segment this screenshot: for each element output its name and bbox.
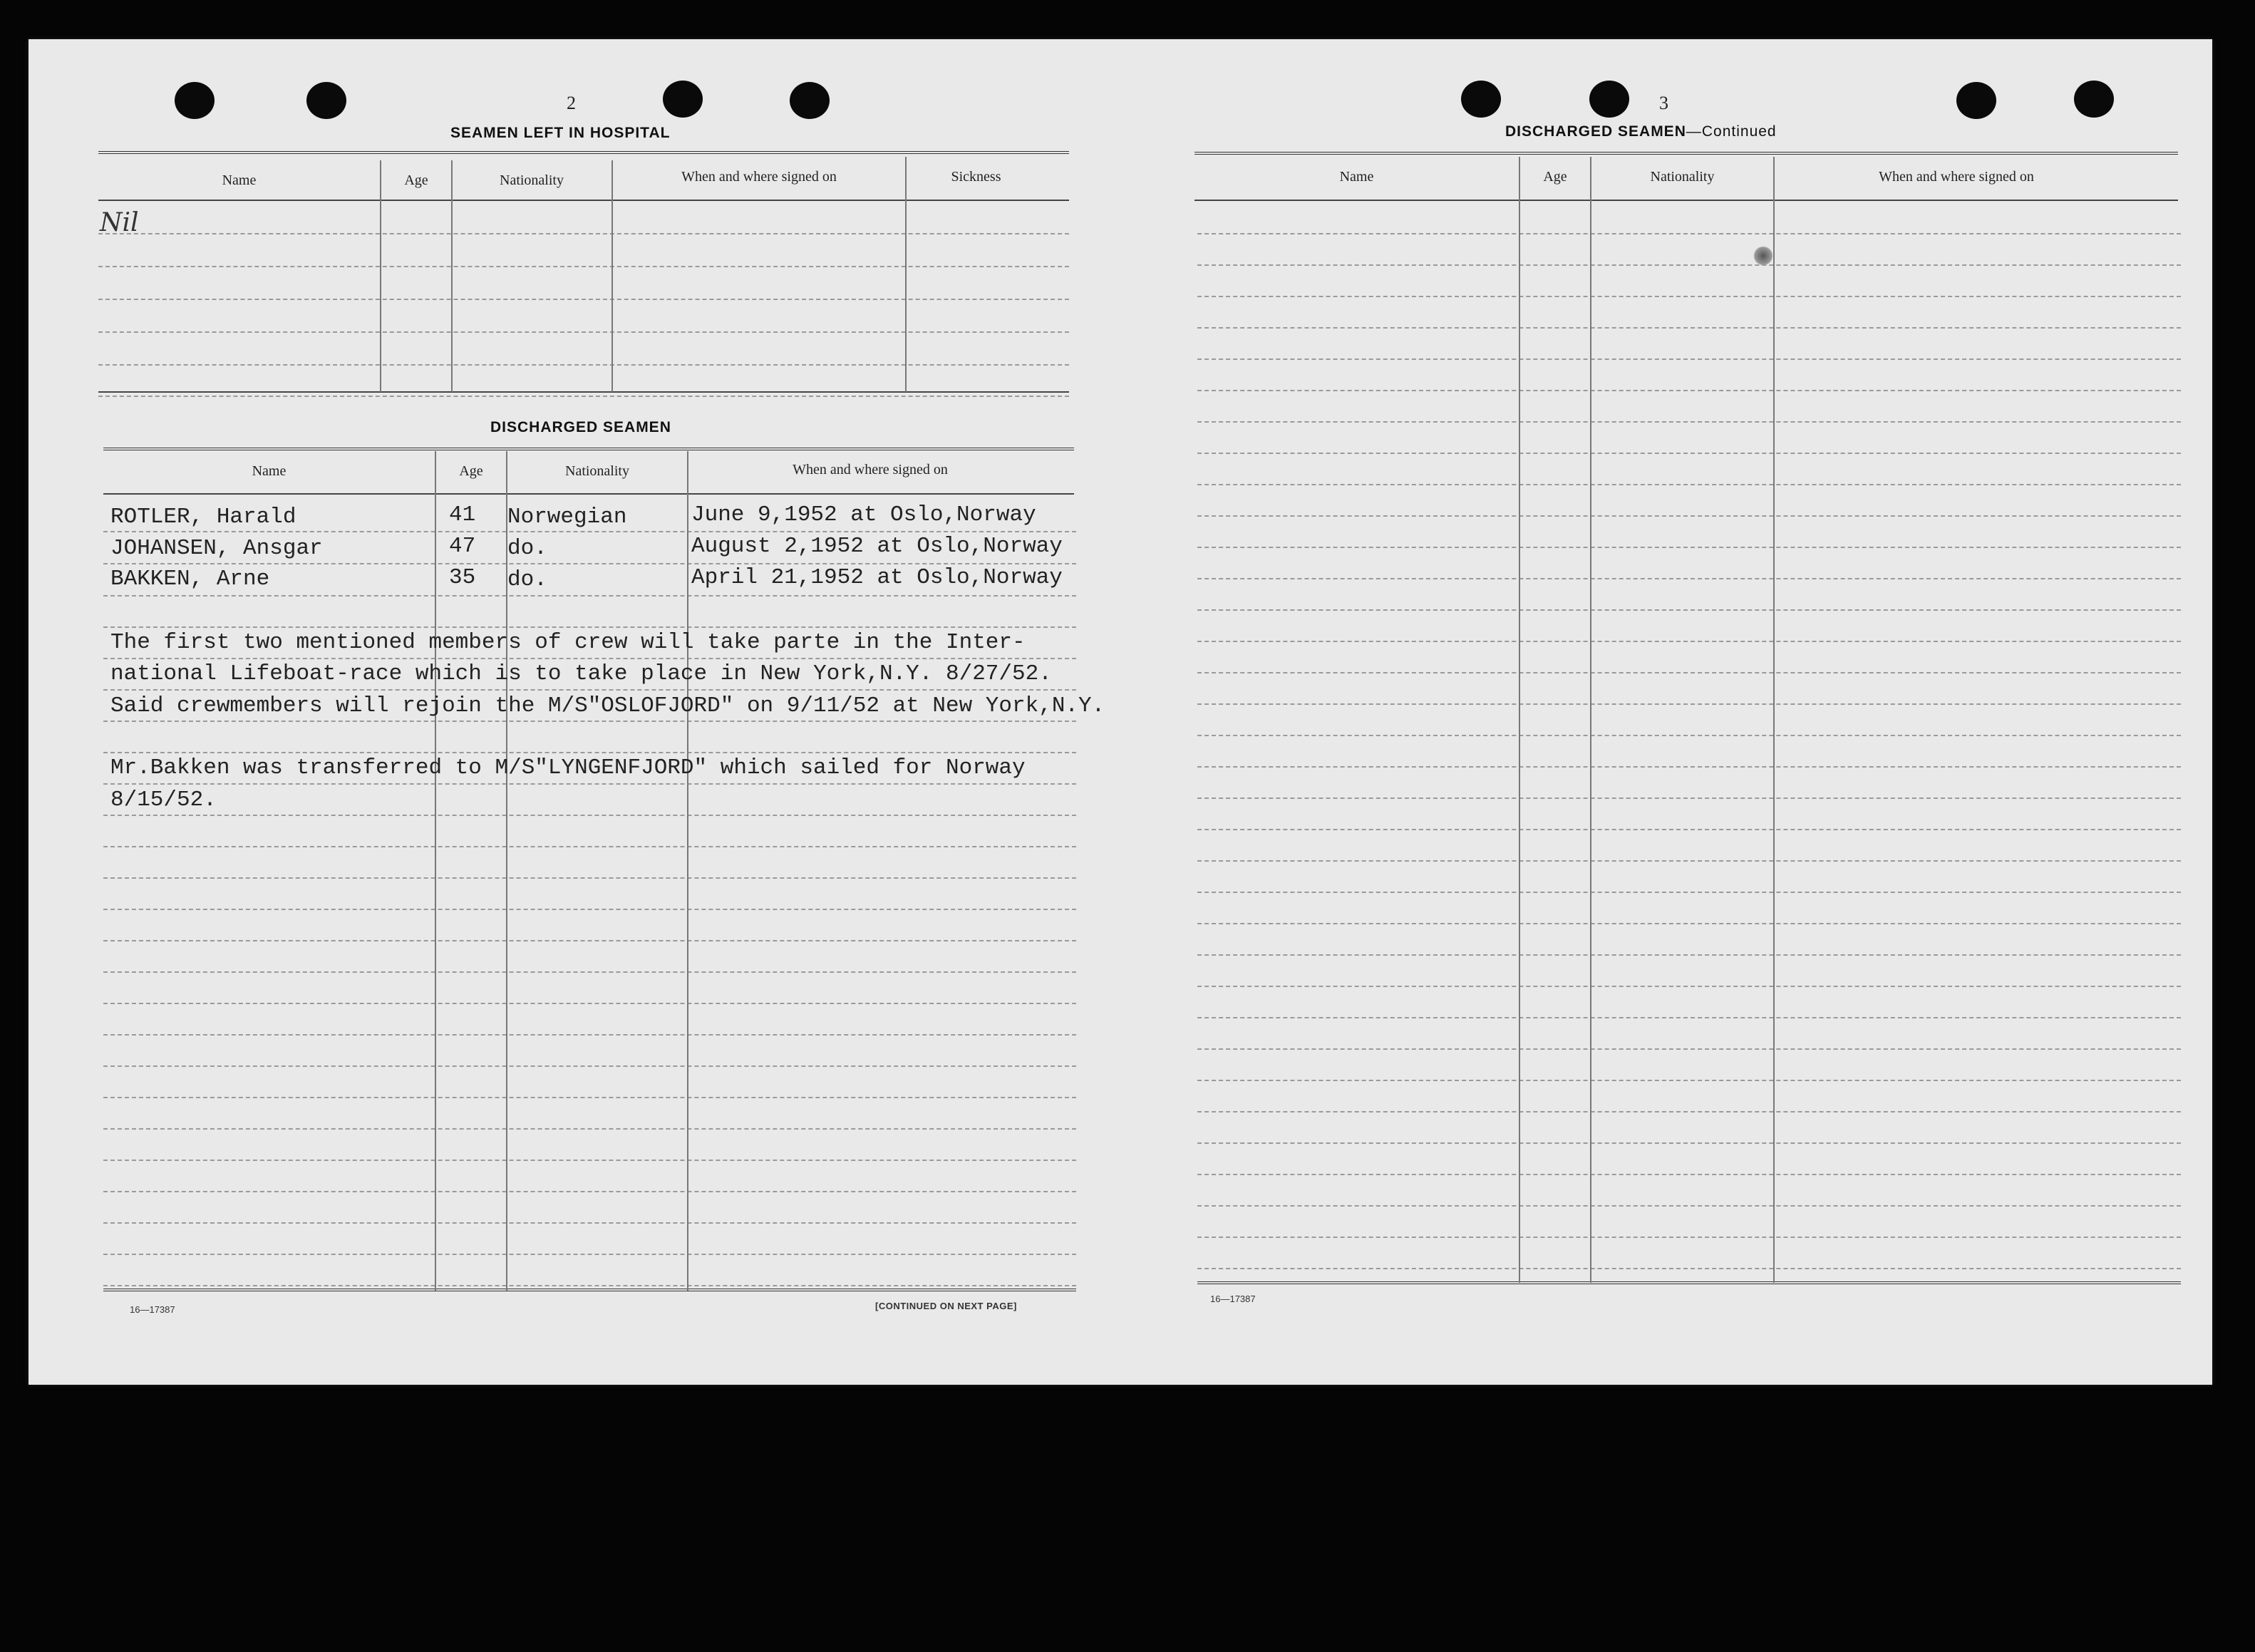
row-line bbox=[103, 1191, 1076, 1192]
punch-hole bbox=[1461, 81, 1501, 118]
discharged-section-title: DISCHARGED SEAMEN bbox=[490, 419, 671, 435]
row-line bbox=[1197, 327, 2181, 329]
col-header-age: Age bbox=[404, 172, 428, 188]
page-number: 3 bbox=[1659, 93, 1668, 113]
row-line bbox=[103, 531, 1076, 532]
row-line bbox=[98, 331, 1069, 333]
column-divider bbox=[435, 451, 436, 1291]
col-header-sickness: Sickness bbox=[951, 169, 1001, 185]
col-header-age: Age bbox=[1543, 169, 1567, 185]
hospital-section-title: SEAMEN LEFT IN HOSPITAL bbox=[450, 125, 671, 141]
row-line bbox=[103, 658, 1076, 659]
col-header-nationality: Nationality bbox=[565, 463, 629, 479]
row-line bbox=[1197, 1111, 2181, 1112]
row-line bbox=[1197, 358, 2181, 360]
row-line bbox=[1197, 484, 2181, 485]
seaman-signed-on: June 9,1952 at Oslo,Norway bbox=[691, 502, 1036, 527]
right-page bbox=[1140, 39, 2209, 1385]
col-header-nationality: Nationality bbox=[500, 172, 564, 188]
seaman-nationality: do. bbox=[507, 567, 547, 592]
row-line bbox=[1197, 233, 2181, 234]
row-line bbox=[1197, 703, 2181, 705]
seaman-age: 35 bbox=[449, 565, 476, 590]
row-line bbox=[103, 1128, 1076, 1130]
column-divider bbox=[687, 451, 688, 1291]
punch-hole bbox=[175, 82, 215, 119]
col-header-signed-on: When and where signed on bbox=[1879, 169, 2034, 185]
header-rule bbox=[1194, 200, 2178, 201]
row-line bbox=[103, 815, 1076, 816]
row-line bbox=[1197, 735, 2181, 736]
seaman-name: JOHANSEN, Ansgar bbox=[110, 536, 323, 561]
seaman-signed-on: April 21,1952 at Oslo,Norway bbox=[691, 565, 1063, 590]
punch-hole bbox=[1589, 81, 1629, 118]
row-line bbox=[103, 1285, 1076, 1286]
punch-hole bbox=[790, 82, 830, 119]
row-line bbox=[103, 1254, 1076, 1255]
row-line bbox=[1197, 860, 2181, 862]
column-divider bbox=[1519, 157, 1520, 1283]
nil-entry: Nil bbox=[100, 208, 139, 237]
row-line bbox=[98, 364, 1069, 366]
column-divider bbox=[380, 160, 381, 392]
row-line bbox=[1197, 1268, 2181, 1269]
seaman-signed-on: August 2,1952 at Oslo,Norway bbox=[691, 534, 1063, 559]
header-rule bbox=[98, 200, 1069, 201]
seaman-age: 47 bbox=[449, 534, 476, 559]
row-line bbox=[1197, 1017, 2181, 1018]
note-line: Said crewmembers will rejoin the M/S"OSLOFJORD" on 9/11/52 at New York,N.Y. bbox=[110, 693, 1105, 718]
row-line bbox=[103, 940, 1076, 941]
col-header-name: Name bbox=[252, 463, 287, 479]
continued-note: [CONTINUED ON NEXT PAGE] bbox=[875, 1301, 1017, 1311]
column-divider bbox=[905, 157, 907, 392]
row-line bbox=[103, 1003, 1076, 1004]
seaman-nationality: do. bbox=[507, 536, 547, 561]
row-line bbox=[1197, 1174, 2181, 1175]
table-bottom-rule bbox=[98, 391, 1069, 393]
seaman-name: BAKKEN, Arne bbox=[110, 567, 270, 592]
row-line bbox=[1197, 641, 2181, 642]
title-suffix: —Continued bbox=[1686, 123, 1777, 140]
row-line bbox=[103, 846, 1076, 847]
row-line bbox=[103, 595, 1076, 597]
table-top-rule bbox=[98, 151, 1069, 154]
row-line bbox=[1197, 1142, 2181, 1144]
row-line bbox=[103, 752, 1076, 753]
row-line bbox=[1197, 766, 2181, 768]
col-header-name: Name bbox=[222, 172, 257, 188]
row-line bbox=[103, 1160, 1076, 1161]
column-divider bbox=[451, 160, 453, 392]
row-line bbox=[1197, 609, 2181, 611]
row-line bbox=[1197, 453, 2181, 454]
punch-hole bbox=[306, 82, 346, 119]
col-header-nationality: Nationality bbox=[1650, 169, 1715, 185]
row-line bbox=[1197, 1237, 2181, 1238]
seaman-age: 41 bbox=[449, 502, 476, 527]
page-number: 2 bbox=[567, 93, 576, 113]
row-line bbox=[1197, 1205, 2181, 1207]
row-line bbox=[98, 299, 1069, 300]
row-line bbox=[1197, 892, 2181, 893]
note-line: The first two mentioned members of crew will take parte in the Inter- bbox=[110, 630, 1026, 655]
table-top-rule bbox=[1194, 152, 2178, 155]
seaman-nationality: Norwegian bbox=[507, 505, 627, 530]
table-bottom-rule bbox=[1197, 1281, 2181, 1284]
column-divider bbox=[612, 160, 613, 392]
row-line bbox=[98, 266, 1069, 267]
ledger-sheet bbox=[29, 39, 2212, 1385]
row-line bbox=[1197, 954, 2181, 956]
row-line bbox=[103, 1222, 1076, 1224]
punch-hole bbox=[663, 81, 703, 118]
row-line bbox=[1197, 421, 2181, 423]
row-line bbox=[103, 721, 1076, 722]
note-line: 8/15/52. bbox=[110, 788, 217, 812]
row-line bbox=[1197, 797, 2181, 799]
row-line bbox=[103, 877, 1076, 879]
row-line bbox=[1197, 1080, 2181, 1081]
column-divider bbox=[1773, 157, 1775, 1283]
column-divider bbox=[1590, 157, 1591, 1283]
col-header-signed-on: When and where signed on bbox=[793, 462, 948, 477]
row-line bbox=[1197, 578, 2181, 579]
row-line bbox=[103, 909, 1076, 910]
row-line bbox=[1197, 264, 2181, 266]
row-line bbox=[1197, 923, 2181, 924]
row-line bbox=[98, 396, 1069, 397]
row-line bbox=[1197, 1048, 2181, 1050]
col-header-name: Name bbox=[1339, 169, 1374, 185]
row-line bbox=[103, 1097, 1076, 1098]
row-line bbox=[1197, 296, 2181, 297]
paper-blemish bbox=[1753, 246, 1773, 266]
left-page bbox=[29, 39, 1112, 1385]
note-line: national Lifeboat-race which is to take place in New York,N.Y. 8/27/52. bbox=[110, 661, 1052, 686]
header-rule bbox=[103, 493, 1074, 495]
seaman-name: ROTLER, Harald bbox=[110, 505, 296, 530]
row-line bbox=[103, 626, 1076, 628]
row-line bbox=[103, 563, 1076, 564]
note-line: Mr.Bakken was transferred to M/S"LYNGENFJORD" which sailed for Norway bbox=[110, 755, 1026, 780]
row-line bbox=[103, 1065, 1076, 1067]
row-line bbox=[103, 783, 1076, 785]
row-line bbox=[103, 971, 1076, 973]
table-top-rule bbox=[103, 448, 1074, 450]
col-header-signed-on: When and where signed on bbox=[681, 169, 837, 185]
table-bottom-rule bbox=[103, 1289, 1076, 1291]
discharged-continued-title bbox=[1505, 123, 1777, 140]
row-line bbox=[1197, 515, 2181, 517]
row-line bbox=[1197, 986, 2181, 987]
row-line bbox=[1197, 829, 2181, 830]
row-line bbox=[1197, 390, 2181, 391]
row-line bbox=[103, 689, 1076, 691]
form-number: 16—17387 bbox=[1210, 1294, 1256, 1304]
row-line bbox=[1197, 547, 2181, 548]
row-line bbox=[1197, 672, 2181, 673]
form-number: 16—17387 bbox=[130, 1304, 175, 1315]
punch-hole bbox=[2074, 81, 2114, 118]
row-line bbox=[98, 233, 1069, 234]
title-text: DISCHARGED SEAMEN bbox=[1505, 123, 1686, 140]
row-line bbox=[103, 1034, 1076, 1036]
punch-hole bbox=[1956, 82, 1996, 119]
col-header-age: Age bbox=[459, 463, 483, 479]
